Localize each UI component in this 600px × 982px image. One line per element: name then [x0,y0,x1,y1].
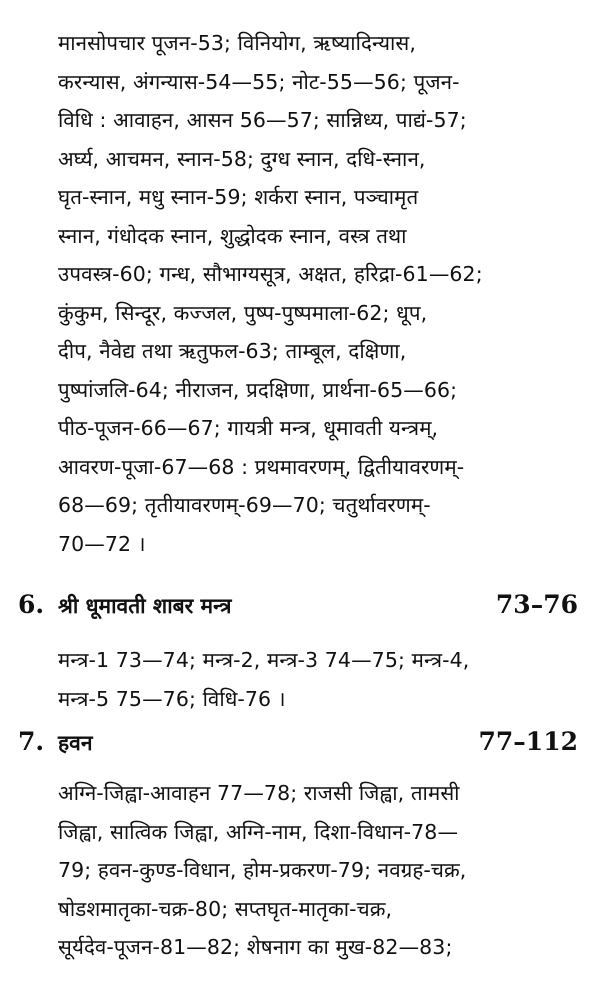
section-6-heading [18,590,578,630]
text-line: उपवस्त्र-60; गन्ध, सौभाग्यसूत्र, अक्षत, हरिद्रा-61—62; [58,262,483,286]
section-7-entries [58,774,578,967]
text-line: स्नान, गंधोदक स्नान, शुद्धोदक स्नान, वस्त्र तथा [58,223,407,248]
section-number: 7. [18,727,45,756]
text-line: पीठ-पूजन-66—67; गायत्री मन्त्र, धूमावती यन्त्रम्, [58,416,439,440]
text-line: 70—72 । [58,531,146,556]
text-line: षोडशमातृका-चक्र-80; सप्तघृत-मातृका-चक्र, [58,896,393,921]
text-line: जिह्वा, सात्विक जिह्वा, अग्नि-नाम, दिशा-विधान-78— [58,819,459,844]
text-line: 79; हवन-कुण्ड-विधान, होम-प्रकरण-79; नवग्रह-चक्र, [58,858,467,882]
text-line: आवरण-पूजा-67—68 : प्रथमावरणम्, द्वितीयावरणम्- [58,454,465,479]
text-line: मन्त्र-1 73—74; मन्त्र-2, मन्त्र-3 74—75; मन्त्र-4, [58,648,470,672]
text-line: सूर्यदेव-पूजन-81—82; शेषनाग का मुख-82—83; [58,935,453,959]
text-line: कुंकुम, सिन्दूर, कज्जल, पुष्प-पुष्पमाला-62; धूप, [58,300,428,325]
text-line: अर्घ्य, आचमन, स्नान-58; दुग्ध स्नान, दधि-स्नान, [58,146,426,171]
text-line: करन्यास, अंगन्यास-54—55; नोट-55—56; पूजन- [58,69,460,94]
section-title: हवन [58,731,93,755]
text-line: पुष्पांजलि-64; नीराजन, प्रदक्षिणा, प्रार्थना-65—66; [58,377,458,402]
section-title: श्री धूमावती शाबर मन्त्र [58,594,232,618]
section-6-entries [58,641,578,718]
text-line: घृत-स्नान, मधु स्नान-59; शर्करा स्नान, पञ्चामृत [58,185,419,209]
section-7-heading [18,727,578,767]
section-5-continued-text [58,24,578,563]
section-number: 6. [18,590,45,619]
text-line: 68—69; तृतीयावरणम्-69—70; चतुर्थावरणम्- [58,493,431,517]
text-line: अग्नि-जिह्वा-आवाहन 77—78; राजसी जिह्वा, तामसी [58,781,460,805]
text-line: दीप, नैवेद्य तथा ऋतुफल-63; ताम्बूल, दक्षिणा, [58,339,407,363]
text-line: मन्त्र-5 75—76; विधि-76 । [58,686,286,711]
section-page-range: 73–76 [495,590,578,619]
text-line: विधि : आवाहन, आसन 56—57; सान्निध्य, पाद्यं-57; [58,108,467,132]
section-page-range: 77–112 [478,727,578,756]
text-line: मानसोपचार पूजन-53; विनियोग, ऋष्यादिन्यास, [58,31,416,55]
